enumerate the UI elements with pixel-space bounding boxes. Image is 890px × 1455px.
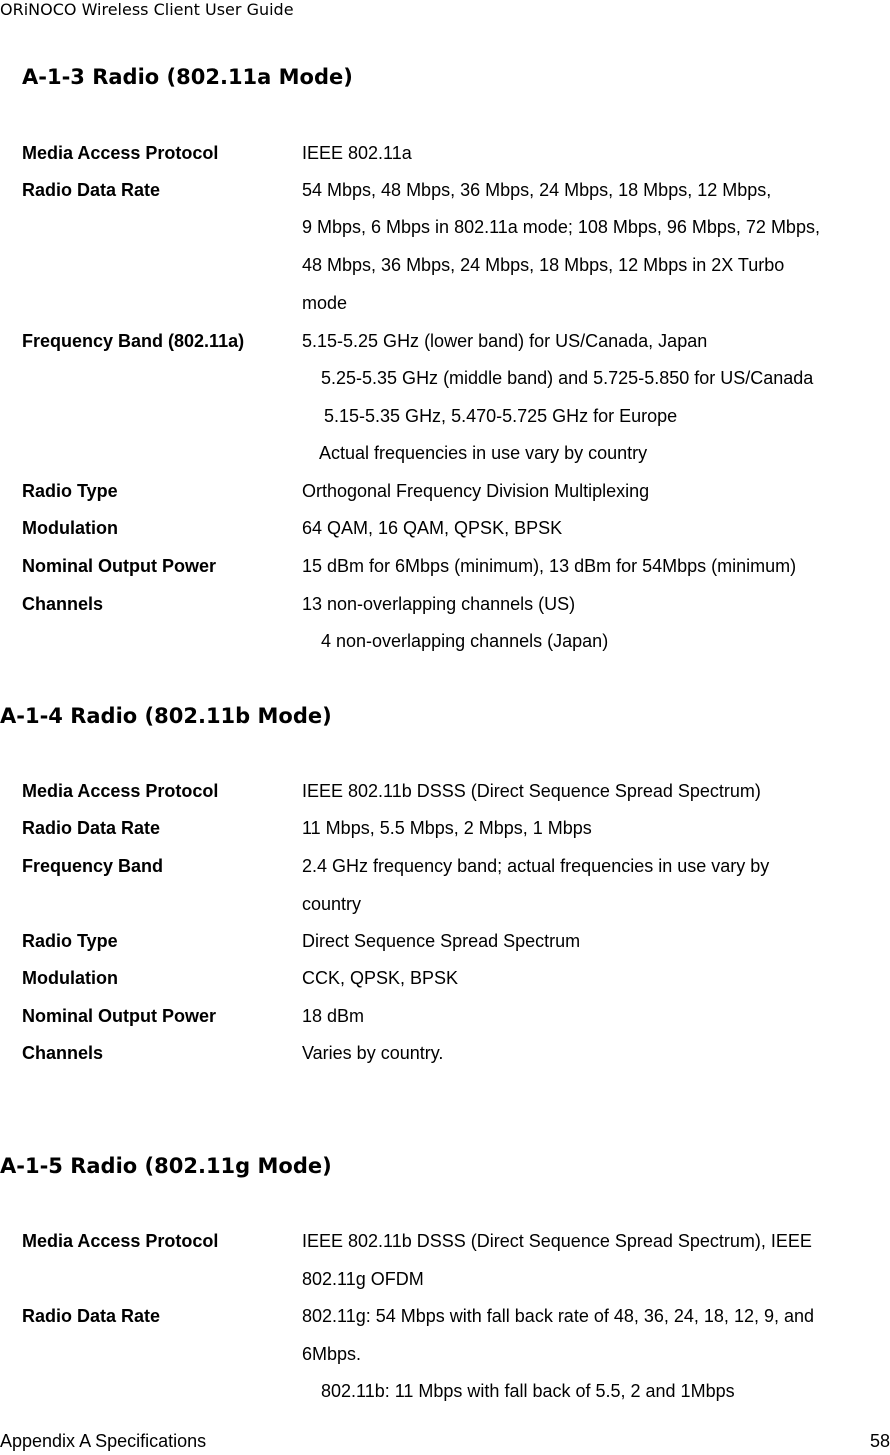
spec-value: 11 Mbps, 5.5 Mbps, 2 Mbps, 1 Mbps (302, 818, 592, 838)
spec-value: Direct Sequence Spread Spectrum (302, 931, 581, 951)
spec-value: 802.11b: 11 Mbps with fall back of 5.5, 2 and 1Mbps (321, 1381, 735, 1401)
spec-label: Radio Data Rate (22, 1306, 161, 1326)
spec-value: IEEE 802.11b DSSS (Direct Sequence Spread Spectrum), IEEE (302, 1231, 812, 1251)
spec-value: Actual frequencies in use vary by country (319, 443, 648, 463)
spec-label: Modulation (22, 968, 118, 988)
spec-value: 4 non-overlapping channels (Japan) (321, 631, 609, 651)
spec-value: country (302, 894, 362, 914)
spec-value: IEEE 802.11a (302, 143, 412, 163)
spec-value: 18 dBm (302, 1006, 365, 1026)
spec-label: Nominal Output Power (22, 1006, 217, 1026)
section-title-a-1-3: A-1-3 Radio (802.11a Mode) (22, 65, 353, 89)
spec-label: Radio Type (22, 481, 118, 501)
running-header: ORiNOCO Wireless Client User Guide (0, 0, 294, 19)
spec-value: 2.4 GHz frequency band; actual frequencies in use vary by (302, 856, 770, 876)
section-title-a-1-4: A-1-4 Radio (802.11b Mode) (0, 704, 332, 728)
spec-label: Media Access Protocol (22, 781, 219, 801)
spec-label: Media Access Protocol (22, 1231, 219, 1251)
spec-value: CCK, QPSK, BPSK (302, 968, 459, 988)
spec-label: Modulation (22, 518, 118, 538)
spec-value: Varies by country. (302, 1043, 444, 1063)
footer-section-name: Appendix A Specifications (0, 1431, 207, 1451)
spec-value: Orthogonal Frequency Division Multiplexing (302, 481, 650, 501)
spec-value: 64 QAM, 16 QAM, QPSK, BPSK (302, 518, 563, 538)
spec-value: 48 Mbps, 36 Mbps, 24 Mbps, 18 Mbps, 12 Mbps in 2X Turbo (302, 255, 785, 275)
spec-value: 54 Mbps, 48 Mbps, 36 Mbps, 24 Mbps, 18 Mbps, 12 Mbps, (302, 180, 772, 200)
spec-label: Channels (22, 594, 104, 614)
spec-value: 802.11g: 54 Mbps with fall back rate of 48, 36, 24, 18, 12, 9, and (302, 1306, 815, 1326)
spec-value: 5.15-5.25 GHz (lower band) for US/Canada, Japan (302, 331, 708, 351)
spec-value: 5.25-5.35 GHz (middle band) and 5.725-5.850 for US/Canada (321, 368, 814, 388)
spec-label: Channels (22, 1043, 104, 1063)
spec-value: 15 dBm for 6Mbps (minimum), 13 dBm for 54Mbps (minimum) (302, 556, 797, 576)
spec-value: 802.11g OFDM (302, 1269, 424, 1289)
spec-label: Radio Type (22, 931, 118, 951)
spec-value: 6Mbps. (302, 1344, 362, 1364)
page-number: 58 (869, 1431, 890, 1451)
spec-value: 13 non-overlapping channels (US) (302, 594, 576, 614)
section-title-a-1-5: A-1-5 Radio (802.11g Mode) (0, 1154, 332, 1178)
spec-label: Frequency Band (802.11a) (22, 331, 245, 351)
spec-value: 9 Mbps, 6 Mbps in 802.11a mode; 108 Mbps, 96 Mbps, 72 Mbps, (302, 217, 820, 237)
spec-label: Radio Data Rate (22, 180, 161, 200)
spec-value: 5.15-5.35 GHz, 5.470-5.725 GHz for Europe (324, 406, 678, 426)
spec-label: Radio Data Rate (22, 818, 161, 838)
spec-label: Frequency Band (22, 856, 164, 876)
spec-label: Nominal Output Power (22, 556, 217, 576)
spec-label: Media Access Protocol (22, 143, 219, 163)
spec-value: mode (302, 293, 348, 313)
spec-value: IEEE 802.11b DSSS (Direct Sequence Spread Spectrum) (302, 781, 761, 801)
